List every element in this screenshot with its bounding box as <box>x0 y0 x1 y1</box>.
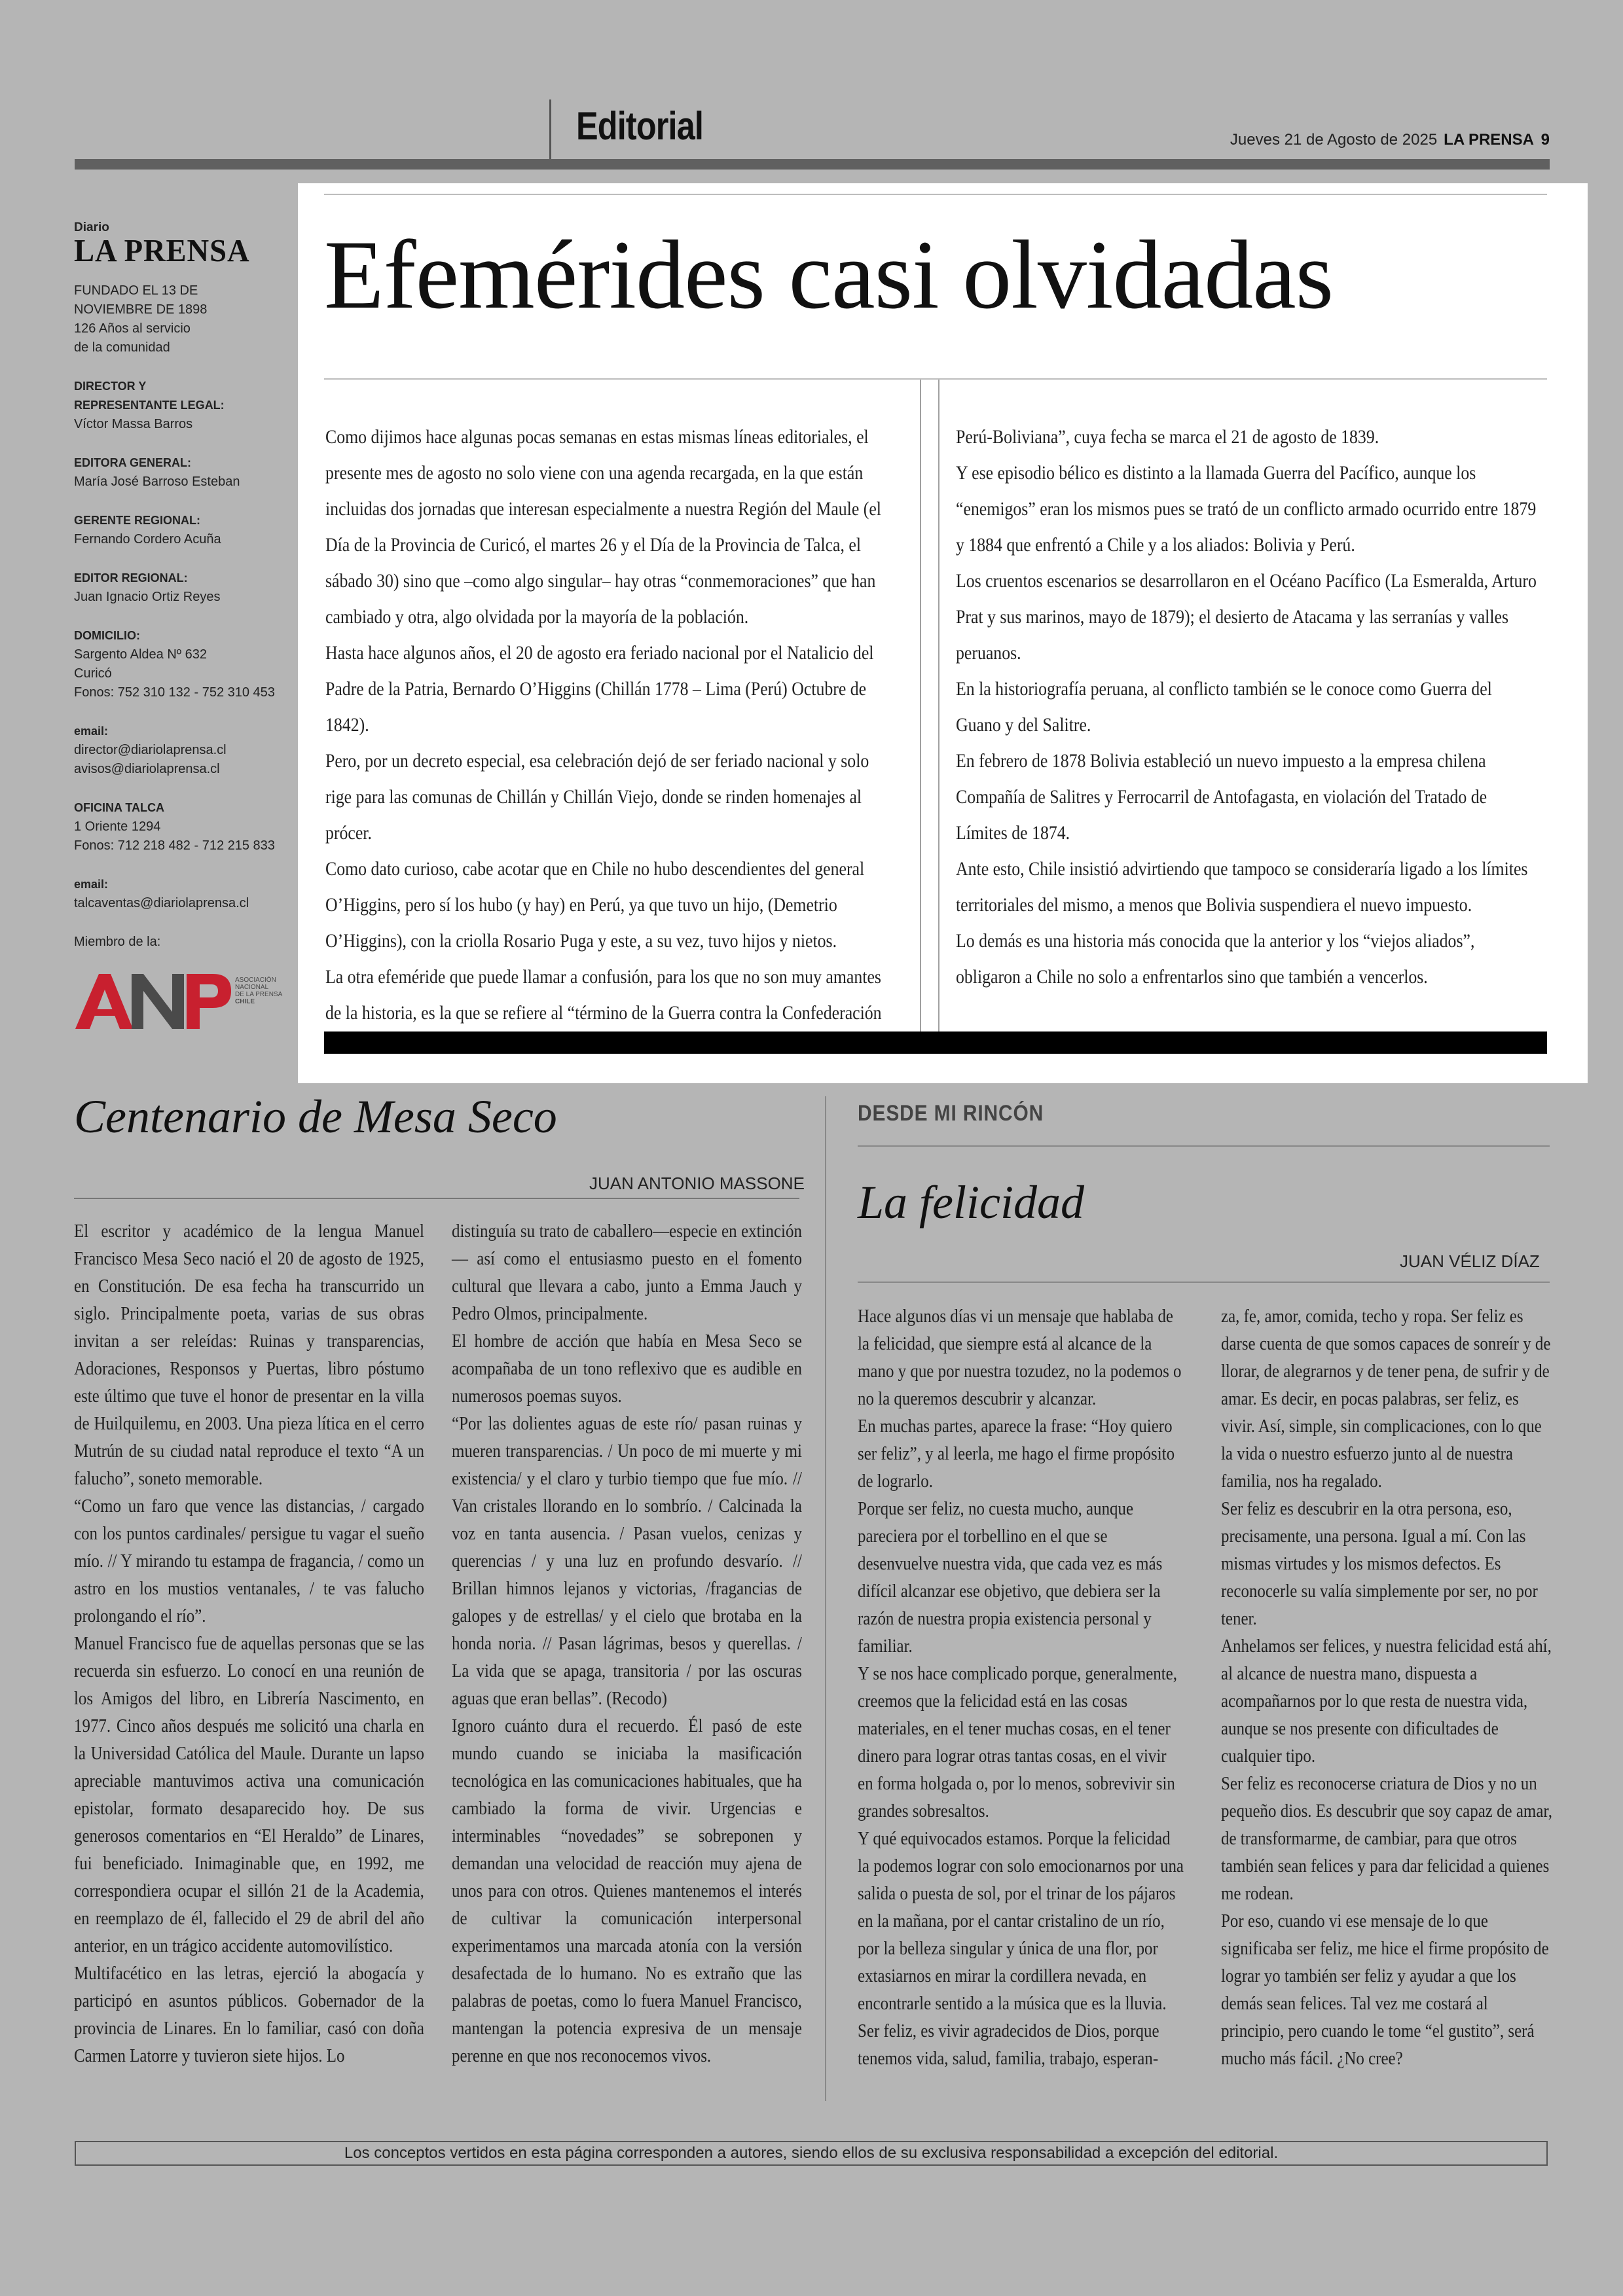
section-title: Editorial <box>576 104 704 148</box>
editorial-headline: Efemérides casi olvidadas <box>324 221 1334 329</box>
article-paragraph: Ignoro cuánto dura el recuerdo. Él pasó de este mundo cuando se iniciaba la masificación tecnológica en las comunicaciones habituales, que ha cambiado la forma de vivir. Urgencias e interminables “novedades” se sobreponen y demandan una velocidad de reacción muy ajena de unos para con otros. Quienes mantenemos el interés de cultivar la comunicación interpersonal experimentamos una marcada atonía con la versión desafectada de lo humano. No es extraño que las palabras de poetas, como lo fuera Manuel Francisco, mantengan la potencia expresiva de un mensaje perenne en que nos reconocemos vivos. <box>452 1715 802 2066</box>
editorial-column-divider <box>938 380 939 1034</box>
mesa-seco-rule <box>74 1198 799 1199</box>
domicilio-line: Fonos: 752 310 132 - 752 310 453 <box>74 685 275 700</box>
article-paragraph: El escritor y académico de la lengua Manuel Francisco Mesa Seco nació el 20 de agosto de 1925, en Constitución. De esa fecha ha transcurrido un siglo. Principalmente poeta, varias de sus obras invitan a ser releídas: Ruinas y transparencias, Adoraciones, Responsos y Puertas, libro póstumo este último que tuve el honor de presentar en la villa de Huilquilemu, en 2003. Una pieza lítica en el cerro Mutrún de su ciudad natal reproduce el texto “A un falucho”, soneto memorable. <box>74 1221 424 1489</box>
editorial-column-right <box>956 419 1539 995</box>
article-paragraph: Por eso, cuando vi ese mensaje de lo que significaba ser feliz, me hice el firme propósito de lograr yo también ser feliz y ayudar a que los demás sean felices. Tal vez me costará al principio, pero cuando le tome “el gustito”, será mucho más fácil. ¿No cree? <box>1221 1910 1549 2069</box>
felicidad-column-2 <box>1221 1302 1553 2072</box>
article-paragraph: Y qué equivocados estamos. Porque la felicidad la podemos lograr con solo emocionarnos por una salida o puesta de sol, por el trinar de los pájaros en la mañana, por el cantar cristalino de un río, por la belleza singular y única de una flor, por extasiarnos en mirar la cordillera nevada, en encontrarle sentido a la música que es la lluvia. <box>858 1828 1184 2014</box>
founded-line: 126 Años al servicio <box>74 321 191 336</box>
email-block <box>74 722 283 779</box>
article-paragraph: Ser feliz es descubrir en la otra persona, eso, precisamente, una persona. Igual a mí. Con las mismas virtudes y los mismos defectos. Es reconocerle su valía simplemente por ser, no por tener. <box>1221 1498 1538 1629</box>
anp-logo-a-shape <box>75 974 133 1029</box>
founded-line: NOVIEMBRE DE 1898 <box>74 302 208 317</box>
editorial-paragraph: Y ese episodio bélico es distinto a la llamada Guerra del Pacífico, aunque los “enemigos” eran los mismos pues se trató de un conflicto armado ocurrido entre 1879 y 1884 que enfrentó a Chile y a los aliados: Bolivia y Perú. <box>956 462 1537 556</box>
article-paragraph: En muchas partes, aparece la frase: “Hoy quiero ser feliz”, y al leerla, me hago el firme propósito de lograrlo. <box>858 1416 1175 1492</box>
editorial-bottom-bar <box>324 1031 1547 1054</box>
talca-line: 1 Oriente 1294 <box>74 819 161 834</box>
mesa-seco-author: JUAN ANTONIO MASSONE <box>589 1174 805 1193</box>
staff-role: EDITOR REGIONAL: <box>74 571 188 584</box>
disclaimer-box <box>75 2141 1548 2166</box>
article-paragraph: Y se nos hace complicado porque, generalmente, creemos que la felicidad está en las cosas materiales, en el tener muchas cosas, en el tener dinero para lograr otras tantas cosas, en el vivir en forma holgada o, por lo menos, sobrevivir sin grandes sobresaltos. <box>858 1663 1177 1821</box>
editorial-paragraph: Pero, por un decreto especial, esa celebración dejó de ser feriado nacional y solo rige para las comunas de Chillán y Chillán Viejo, donde se rinden homenajes al prócer. <box>325 750 869 844</box>
anp-logo-text: ASOCIACIÓN <box>235 977 276 984</box>
anp-logo-n-shape <box>132 974 184 1029</box>
editorial-paragraph: Como dato curioso, cabe acotar que en Chile no hubo descendientes del general O’Higgins, pero sí los hubo (y hay) en Perú, ya que tuvo un hijo, (Demetrio O’Higgins), con la criolla Rosario Puga y este, a su vez, tuvo hijos y nietos. <box>325 858 865 952</box>
header-rule <box>75 159 1550 170</box>
article-paragraph: Porque ser feliz, no cuesta mucho, aunque pareciera por el torbellino en el que se desenvuelve nuestra vida, que cada vez es más difícil alcanzar ese objetivo, que debiera ser la razón de nuestra propia existencia personal y familiar. <box>858 1498 1163 1657</box>
anp-logo-text: NACIONAL <box>235 984 269 991</box>
articles-divider <box>825 1096 826 2101</box>
article-paragraph: distinguía su trato de caballero—especie en extinción— así como el entusiasmo puesto en el fomento cultural que llevara a cabo, junto a Emma Jauch y Pedro Olmos, principalmente. <box>452 1221 802 1324</box>
staff-person: María José Barroso Esteban <box>74 475 240 489</box>
column-section-rule <box>858 1145 1550 1147</box>
domicilio-label: DOMICILIO: <box>74 629 140 642</box>
domicilio-line: Curicó <box>74 666 112 681</box>
anp-logo-text: CHILE <box>235 998 255 1005</box>
mesa-seco-title: Centenario de Mesa Seco <box>74 1090 557 1143</box>
felicidad-title: La felicidad <box>858 1176 1084 1229</box>
column-section-label: DESDE MI RINCÓN <box>858 1101 1044 1126</box>
editorial-paragraph: Perú-Boliviana”, cuya fecha se marca el 21 de agosto de 1839. <box>956 426 1379 448</box>
editorial-paragraph: En febrero de 1878 Bolivia estableció un nuevo impuesto a la empresa chilena Compañía de Salitres y Ferrocarril de Antofagasta, en violación del Tratado de Límites de 1874. <box>956 750 1487 844</box>
staff-director <box>74 377 283 434</box>
staff-person: Juan Ignacio Ortiz Reyes <box>74 590 221 604</box>
talca-line: Fonos: 712 218 482 - 712 215 833 <box>74 838 275 853</box>
masthead-logo-name: LA PRENSA <box>74 232 250 268</box>
email-link[interactable]: avisos@diariolaprensa.cl <box>74 762 220 776</box>
masthead-founded <box>74 281 283 357</box>
editorial-top-rule <box>324 194 1547 195</box>
email-talca-block <box>74 875 283 913</box>
staff-person: Fernando Cordero Acuña <box>74 532 221 547</box>
editorial-paragraph: Ante esto, Chile insistió advirtiendo que tampoco se consideraría ligado a los límites territoriales del mismo, a menos que Bolivia suspendiera el nuevo impuesto. <box>956 858 1528 916</box>
anp-logo-text: DE LA PRENSA <box>235 991 283 998</box>
staff-person: Víctor Massa Barros <box>74 417 193 431</box>
anp-logo-a-bar <box>88 1009 117 1016</box>
member-label: Miembro de la: <box>74 935 161 949</box>
felicidad-author: JUAN VÉLIZ DÍAZ <box>1400 1251 1540 1271</box>
header-dateline <box>1230 131 1550 149</box>
editorial-headline-rule <box>324 378 1547 380</box>
article-paragraph: Multifacético en las letras, ejerció la abogacía y participó en asuntos públicos. Gobernador de la provincia de Linares. En lo familiar, casó con doña Carmen Latorre y tuvieron siete hijos. Lo <box>74 1963 424 2066</box>
article-paragraph: Hace algunos días vi un mensaje que hablaba de la felicidad, que siempre está al alcance de la mano y que por nuestra tozudez, no la podemos o no la queremos descubrir y alcanzar. <box>858 1306 1182 1409</box>
founded-line: de la comunidad <box>74 340 170 355</box>
editorial-card <box>298 183 1588 1083</box>
email-link[interactable]: talcaventas@diariolaprensa.cl <box>74 896 249 910</box>
article-paragraph: Manuel Francisco fue de aquellas personas que se las recuerda sin esfuerzo. Lo conocí en una reunión de los Amigos del libro, en Librería Nascimento, en 1977. Cinco años después me solicitó una charla en la Universidad Católica del Maule. Durante un lapso apreciable mantuvimos activa una comunicación epistolar, formato desaparecido hoy. De sus generosos comentarios en “El Heraldo” de Linares, fui beneficiado. Inimaginable que, en 1992, me correspondiera ocupar el sillón 21 de la Academia, en reemplazo de él, fallecido el 29 de abril del año anterior, en un trágico accidente automovilístico. <box>74 1633 424 1956</box>
editorial-paragraph: Lo demás es una historia más conocida que la anterior y los “viejos aliados”, obligaron a Chile no solo a enfrentarlos sino que también a vencerlos. <box>956 930 1475 988</box>
email-label: email: <box>74 878 109 891</box>
header-divider <box>549 99 551 160</box>
article-paragraph: “Por las dolientes aguas de este río/ pasan ruinas y mueren transparencias. / Un poco de mi muerte y mi existencia/ y el claro y turbio tiempo que fue mío. // Van cristales llorando en lo sombrío. / Calcinada la voz en tanta ausencia. / Pasan vuelos, cenizas y querencias / y una luz en profundo desvarío. // Brillan himnos lejanos y victorias, /fragancias de galopes y de estrellas/ y el cielo que brotaba en la honda noria. // Pasan lágrimas, besos y querellas. / La vida que se apaga, transitoria / por las oscuras aguas que eran bellas”. (Recodo) <box>452 1413 802 1709</box>
header-paper-name: LA PRENSA <box>1444 131 1534 149</box>
article-paragraph: El hombre de acción que había en Mesa Seco se acompañaba de un tono reflexivo que es audible en numerosos poemas suyos. <box>452 1331 802 1407</box>
staff-editor-regional <box>74 569 283 607</box>
anp-logo-p-shape <box>187 974 231 1029</box>
article-paragraph: Ser feliz es reconocerse criatura de Dios y no un pequeño dios. Es descubrir que soy capaz de amar, de transformarme, de cambiar, para que otros también sean felices y para dar felicidad a quienes me rodean. <box>1221 1773 1552 1904</box>
staff-role: GERENTE REGIONAL: <box>74 514 201 527</box>
staff-editora-general <box>74 454 283 492</box>
article-paragraph: Anhelamos ser felices, y nuestra felicidad está ahí, al alcance de nuestra mano, dispuesta a acompañarnos por lo que resta de nuestra vida, aunque se nos presente con dificultades de cualquier tipo. <box>1221 1636 1552 1767</box>
masthead-diario: Diario <box>74 221 109 234</box>
anp-logo <box>74 969 283 1034</box>
mesa-seco-column-1 <box>74 1217 424 2070</box>
disclaimer-text: Los conceptos vertidos en esta página corresponden a autores, siendo ellos de su exclusiva responsabilidad a excepción del editorial. <box>344 2144 1279 2162</box>
editorial-column-left <box>325 419 894 1031</box>
staff-role: REPRESENTANTE LEGAL: <box>74 399 225 412</box>
domicilio-line: Sargento Aldea Nº 632 <box>74 647 208 662</box>
mesa-seco-column-2 <box>452 1217 802 2070</box>
staff-gerente-regional <box>74 511 283 549</box>
page-number: 9 <box>1541 131 1550 149</box>
editorial-paragraph: Hasta hace algunos años, el 20 de agosto era feriado nacional por el Natalicio del Padre de la Patria, Bernardo O’Higgins (Chillán 1778 – Lima (Perú) Octubre de 1842). <box>325 642 874 736</box>
editorial-paragraph: En la historiografía peruana, al conflicto también se le conoce como Guerra del Guano y del Salitre. <box>956 678 1492 736</box>
staff-role: EDITORA GENERAL: <box>74 456 192 469</box>
article-paragraph: Ser feliz, es vivir agradecidos de Dios, porque tenemos vida, salud, familia, trabajo, esperan- <box>858 2020 1159 2069</box>
editorial-column-divider <box>920 380 921 1034</box>
editorial-paragraph: La otra efeméride que puede llamar a confusión, para los que no son muy amantes de la historia, es la que se refiere al “término de la Guerra contra la Confederación <box>325 966 882 1024</box>
staff-role: DIRECTOR Y <box>74 380 147 393</box>
issue-date: Jueves 21 de Agosto de 2025 <box>1230 131 1438 149</box>
domicilio-block <box>74 626 283 702</box>
article-paragraph: za, fe, amor, comida, techo y ropa. Ser feliz es darse cuenta de que somos capaces de sonreír y de llorar, de alegrarnos y de tener pena, de sufrir y de amar. Es decir, en pocas palabras, ser feliz, es vivir. Así, simple, sin complicaciones, con lo que la vida o nuestro esfuerzo junto al de nuestra familia, nos ha regalado. <box>1221 1306 1551 1492</box>
felicidad-column-1 <box>858 1302 1184 2072</box>
email-label: email: <box>74 725 109 738</box>
talca-label: OFICINA TALCA <box>74 801 164 814</box>
felicidad-rule <box>858 1282 1550 1283</box>
masthead <box>74 221 283 952</box>
editorial-paragraph: Como dijimos hace algunas pocas semanas en estas mismas líneas editoriales, el presente mes de agosto no solo viene con una agenda recargada, en la que están incluidas dos jornadas que interesan especialmente a nuestra Región del Maule (el Día de la Provincia de Curicó, el martes 26 y el Día de la Provincia de Talca, el sábado 30) sino que –como algo singular– hay otras “conmemoraciones” que han cambiado y otra, algo olvidada por la mayoría de la población. <box>325 426 881 628</box>
founded-line: FUNDADO EL 13 DE <box>74 283 198 298</box>
article-paragraph: “Como un faro que vence las distancias, / cargado con los puntos cardinales/ persigue tu vagar el sueño mío. // Y mirando tu estampa de fragancia, / como un astro en los mustios ventanales, / te vas falucho prolongando el río”. <box>74 1496 424 1626</box>
editorial-paragraph: Los cruentos escenarios se desarrollaron en el Océano Pacífico (La Esmeralda, Arturo Prat y sus marinos, mayo de 1879); el desierto de Atacama y las serranías y valles peruanos. <box>956 570 1537 664</box>
oficina-talca-block <box>74 798 283 855</box>
email-link[interactable]: director@diariolaprensa.cl <box>74 743 227 757</box>
